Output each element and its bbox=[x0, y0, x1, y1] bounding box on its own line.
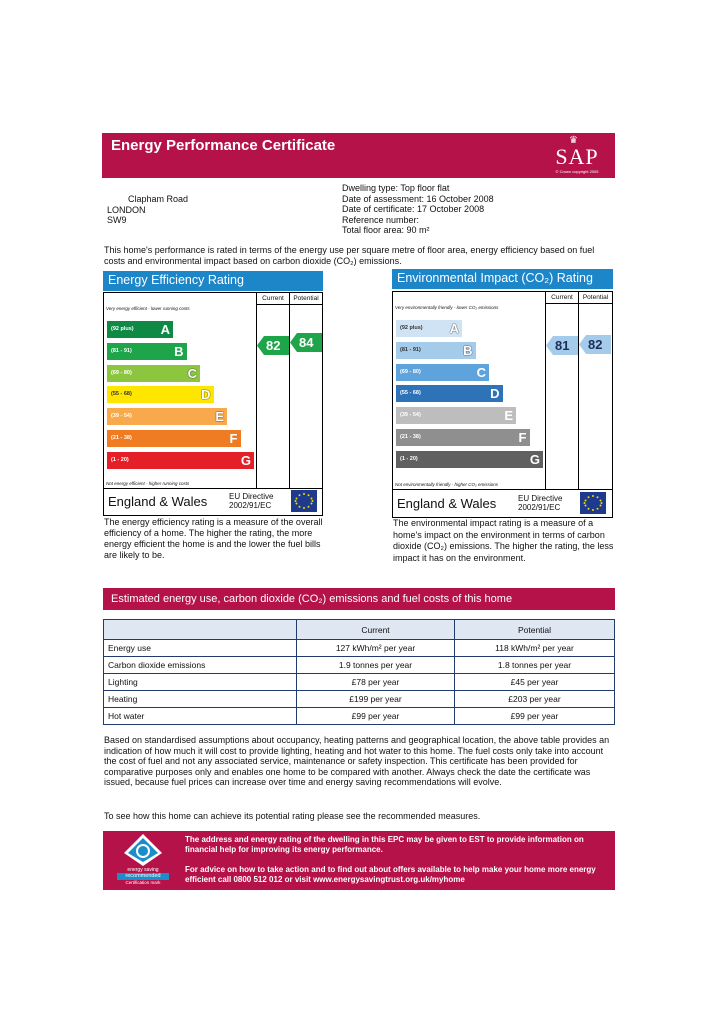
band-letter: E bbox=[215, 409, 224, 425]
address-line-3: SW9 bbox=[107, 215, 127, 225]
estimated-title: Estimated energy use, carbon dioxide (CO₂) emissions and fuel costs of this home bbox=[111, 593, 513, 605]
table-row bbox=[104, 691, 615, 708]
logo-top-text: energy saving bbox=[127, 867, 159, 873]
band-range: (21 - 38) bbox=[400, 434, 421, 440]
est-banner bbox=[103, 831, 615, 890]
row-current: £78 per year bbox=[297, 674, 455, 691]
eir-band-e bbox=[396, 407, 516, 424]
eir-col-potential: Potential bbox=[582, 294, 609, 301]
eer-band-g bbox=[107, 452, 254, 469]
row-label: Lighting bbox=[104, 674, 297, 691]
band-range: (55 - 68) bbox=[111, 391, 132, 398]
eer-directive: EU Directive 2002/91/EC bbox=[229, 492, 274, 510]
eer-current-value: 82 bbox=[266, 337, 281, 353]
row-current: £99 per year bbox=[297, 708, 455, 725]
table-row bbox=[104, 640, 615, 657]
date-of-assessment: Date of assessment: 16 October 2008 bbox=[342, 193, 494, 204]
table-header-potential: Potential bbox=[455, 620, 615, 640]
eir-band-c bbox=[396, 364, 489, 381]
band-letter: F bbox=[229, 431, 238, 446]
eer-col-potential: Potential bbox=[293, 295, 319, 302]
see-recommendations: To see how this home can achieve its potential rating please see the recommended measures. bbox=[104, 811, 481, 821]
band-range: (81 - 91) bbox=[400, 346, 421, 353]
band-letter: D bbox=[490, 386, 500, 402]
eir-potential-rating bbox=[579, 335, 611, 354]
eer-band-a bbox=[107, 321, 173, 338]
band-letter: F bbox=[518, 430, 527, 445]
table-header-blank bbox=[104, 620, 297, 640]
band-letter: A bbox=[160, 322, 170, 337]
row-current: 127 kWh/m² per year bbox=[297, 640, 455, 657]
energy-saving-recommended-logo bbox=[111, 833, 175, 888]
page-title: Energy Performance Certificate bbox=[111, 137, 336, 154]
eir-current-rating bbox=[546, 336, 578, 355]
address-block bbox=[107, 194, 307, 226]
row-potential: 1.8 tonnes per year bbox=[455, 657, 615, 674]
eer-band-e bbox=[107, 408, 227, 425]
eir-band-f bbox=[396, 429, 530, 446]
crown-icon: ♛ bbox=[569, 135, 578, 146]
row-label: Heating bbox=[104, 691, 297, 708]
eer-top-note: Very energy efficient - lower running costs bbox=[106, 306, 190, 311]
row-current: £199 per year bbox=[297, 691, 455, 708]
eir-band-a bbox=[396, 320, 462, 337]
eir-bottom-note: Not environmentally friendly - higher CO₂ emissions bbox=[395, 482, 499, 487]
band-range: (81 - 91) bbox=[111, 347, 132, 354]
energy-saving-logo-icon bbox=[123, 833, 163, 867]
eer-band-f bbox=[107, 430, 241, 447]
band-letter: E bbox=[504, 408, 513, 424]
dwelling-details bbox=[342, 183, 602, 236]
band-range: (92 plus) bbox=[400, 325, 423, 331]
estimated-note: Based on standardised assumptions about occupancy, heating patterns and geographical location, the above table provides an indication of how much it will cost to provide lighting, heating and hot water to this home. The fuel costs only take into account the cost of fuel and not any associated service, maintenance or safety inspection. This certificate has been provided for comparative purposes only and enables one home to be compared with another. Always check the date the certificate was issued, because fuel prices can increase over time and energy saving recommendations will evolve. bbox=[104, 735, 610, 787]
address-line-1: Clapham Road bbox=[128, 194, 189, 204]
sap-logo bbox=[547, 135, 607, 173]
band-letter: C bbox=[476, 364, 486, 380]
header-bar bbox=[102, 133, 615, 178]
date-of-certificate: Date of certificate: 17 October 2008 bbox=[342, 204, 485, 214]
intro-text: This home's performance is rated in terms of the energy use per square metre of floor area, energy efficiency based on fuel costs and environmental impact based on carbon dioxide (CO₂) emissions. bbox=[104, 245, 595, 266]
eer-current-rating bbox=[257, 336, 289, 355]
est-para-1: The address and energy rating of the dwelling in this EPC may be given to EST to provide information on financial help for improving its energy performance. bbox=[185, 835, 584, 854]
sap-logo-text: SAP bbox=[555, 144, 599, 169]
eir-band-d bbox=[396, 385, 503, 402]
eer-col-current: Current bbox=[262, 295, 284, 302]
eer-potential-value: 84 bbox=[299, 334, 314, 350]
eu-flag-icon bbox=[291, 490, 317, 512]
band-range: (69 - 80) bbox=[111, 369, 132, 376]
band-range: (39 - 54) bbox=[111, 413, 132, 420]
band-range: (1 - 20) bbox=[400, 455, 418, 462]
band-range: (55 - 68) bbox=[400, 390, 421, 397]
table-row bbox=[104, 708, 615, 725]
logo-bottom-text: recommended bbox=[117, 873, 169, 880]
band-letter: B bbox=[174, 343, 184, 359]
logo-caption: Certification mark bbox=[125, 880, 161, 885]
band-letter: B bbox=[463, 342, 473, 358]
eir-current-value: 81 bbox=[555, 337, 570, 353]
table-row bbox=[104, 674, 615, 691]
band-letter: C bbox=[187, 365, 197, 381]
eir-band-b bbox=[396, 342, 476, 359]
band-letter: G bbox=[240, 452, 251, 468]
eer-band-c bbox=[107, 365, 200, 382]
row-potential: £99 per year bbox=[455, 708, 615, 725]
eu-flag-icon bbox=[580, 492, 606, 514]
estimated-table bbox=[103, 619, 615, 725]
copyright-text: © Crown copyright 2005 bbox=[555, 169, 599, 174]
estimated-title-bar bbox=[103, 588, 615, 610]
band-range: (21 - 38) bbox=[111, 435, 132, 441]
band-letter: G bbox=[529, 451, 540, 467]
eir-description: The environmental impact rating is a measure of a home's impact on the environment in terms of carbon dioxide (CO₂) emissions. The higher the rating, the less impact it has on the environment. bbox=[393, 518, 614, 563]
band-letter: D bbox=[201, 387, 211, 403]
eer-bottom-note: Not energy efficient - higher running costs bbox=[106, 481, 190, 486]
row-potential: 118 kWh/m² per year bbox=[455, 640, 615, 657]
reference-number: Reference number: bbox=[342, 214, 420, 225]
row-potential: £203 per year bbox=[455, 691, 615, 708]
row-potential: £45 per year bbox=[455, 674, 615, 691]
band-range: (39 - 54) bbox=[400, 412, 421, 419]
dwelling-type: Dwelling type: Top floor flat bbox=[342, 183, 450, 193]
eir-potential-value: 82 bbox=[588, 336, 603, 352]
table-header-current: Current bbox=[297, 620, 455, 640]
row-current: 1.9 tonnes per year bbox=[297, 657, 455, 674]
eir-title-bar bbox=[392, 269, 613, 289]
band-letter: A bbox=[449, 321, 459, 336]
eer-region: England & Wales bbox=[108, 494, 208, 509]
eir-region: England & Wales bbox=[397, 496, 497, 511]
table-header-row bbox=[104, 620, 615, 640]
eir-title: Environmental Impact (CO₂) Rating bbox=[397, 271, 593, 285]
address-line-2: LONDON bbox=[107, 204, 146, 215]
band-range: (69 - 80) bbox=[400, 368, 421, 375]
band-range: (92 plus) bbox=[111, 326, 134, 332]
eer-title-bar bbox=[103, 271, 323, 291]
table-row bbox=[104, 657, 615, 674]
total-floor-area: Total floor area: 90 m² bbox=[342, 225, 430, 235]
eir-band-g bbox=[396, 451, 543, 468]
band-range: (1 - 20) bbox=[111, 456, 129, 463]
eer-potential-rating bbox=[290, 333, 322, 352]
row-label: Carbon dioxide emissions bbox=[104, 657, 297, 674]
eer-band-b bbox=[107, 343, 187, 360]
eer-band-d bbox=[107, 386, 214, 403]
row-label: Energy use bbox=[104, 640, 297, 657]
eir-directive: EU Directive 2002/91/EC bbox=[518, 494, 563, 512]
est-para-2: For advice on how to take action and to find out about offers available to help make your home more energy efficient call 0800 512 012 or visit www.energysavingtrust.org.uk/myhome bbox=[185, 865, 596, 884]
eer-chart-frame bbox=[103, 292, 323, 516]
eir-top-note: Very environmentally friendly - lower CO₂ emissions bbox=[395, 305, 499, 310]
eer-title: Energy Efficiency Rating bbox=[108, 273, 244, 287]
eir-col-current: Current bbox=[551, 294, 573, 301]
row-label: Hot water bbox=[104, 708, 297, 725]
eir-chart-frame bbox=[392, 291, 613, 518]
eer-description: The energy efficiency rating is a measure of the overall efficiency of a home. The higher the rating, the more energy efficient the home is and the lower the fuel bills are likely to be. bbox=[104, 517, 323, 560]
